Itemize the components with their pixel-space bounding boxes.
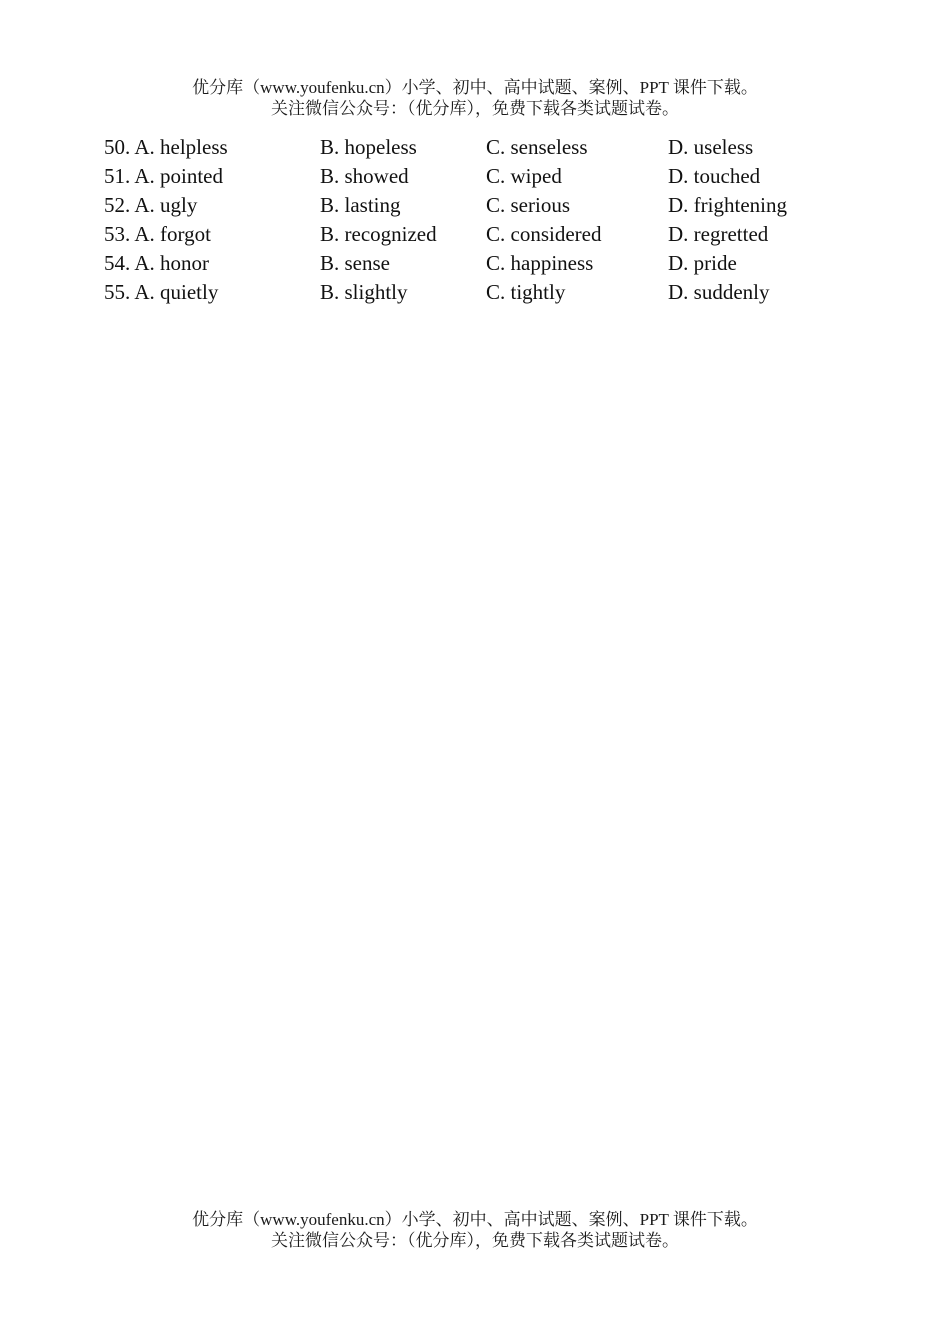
option-a: 52. A. ugly <box>104 193 198 217</box>
option-b: B. hopeless <box>320 135 417 159</box>
option-b: B. showed <box>320 164 409 188</box>
option-c: C. serious <box>486 193 570 217</box>
option-b: B. sense <box>320 251 390 275</box>
option-c: C. tightly <box>486 280 566 304</box>
option-b: B. recognized <box>320 222 437 246</box>
option-a: 51. A. pointed <box>104 164 223 188</box>
option-c: C. wiped <box>486 164 562 188</box>
question-row-55 <box>104 278 824 307</box>
header-line-1: 优分库（www.youfenku.cn）小学、初中、高中试题、案例、PPT 课件下载。 <box>192 78 758 97</box>
header-line-2: 关注微信公众号：（优分库），免费下载各类试题试卷。 <box>271 99 679 118</box>
option-a: 53. A. forgot <box>104 222 211 246</box>
option-d: D. pride <box>668 251 737 275</box>
option-d: D. frightening <box>668 193 787 217</box>
page-footer <box>0 1209 950 1251</box>
option-d: D. regretted <box>668 222 769 246</box>
option-c: C. senseless <box>486 135 588 159</box>
multiple-choice-options <box>104 133 824 307</box>
footer-line-2: 关注微信公众号：（优分库），免费下载各类试题试卷。 <box>271 1231 679 1250</box>
option-d: D. useless <box>668 135 754 159</box>
option-a: 50. A. helpless <box>104 135 228 159</box>
question-row-51 <box>104 162 824 191</box>
option-d: D. touched <box>668 164 761 188</box>
option-a: 55. A. quietly <box>104 280 219 304</box>
question-row-53 <box>104 220 824 249</box>
option-d: D. suddenly <box>668 280 770 304</box>
question-row-54 <box>104 249 824 278</box>
option-b: B. slightly <box>320 280 408 304</box>
option-c: C. considered <box>486 222 602 246</box>
page-header <box>0 77 950 119</box>
footer-line-1: 优分库（www.youfenku.cn）小学、初中、高中试题、案例、PPT 课件下载。 <box>192 1210 758 1229</box>
question-row-52 <box>104 191 824 220</box>
option-a: 54. A. honor <box>104 251 209 275</box>
option-b: B. lasting <box>320 193 401 217</box>
question-row-50 <box>104 133 824 162</box>
option-c: C. happiness <box>486 251 594 275</box>
